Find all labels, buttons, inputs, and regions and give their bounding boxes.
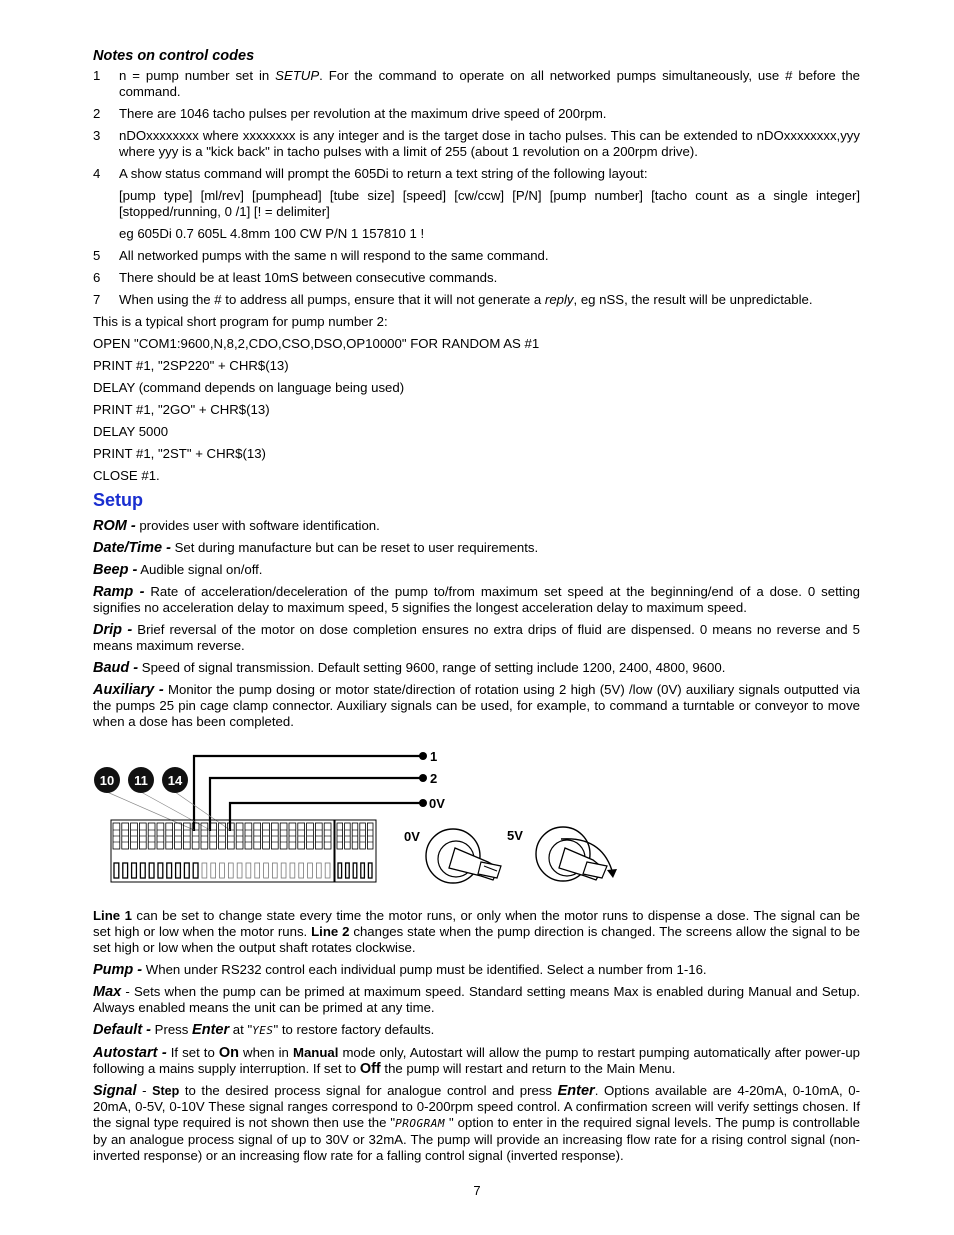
autostart-text-1: If set to bbox=[166, 1045, 219, 1060]
program-line-7: CLOSE #1. bbox=[93, 468, 160, 483]
line2-text: changes state when the pump direction is changed. The screens allow the signal to be set high or low when the output shaft rotates clockwise. bbox=[93, 924, 860, 955]
default-term: Default - bbox=[93, 1022, 151, 1038]
switch-label-5v: 5V bbox=[507, 828, 523, 843]
auxiliary-term: Auxiliary - bbox=[93, 682, 164, 698]
baud-term: Baud - bbox=[93, 660, 139, 676]
note-item-3 bbox=[93, 128, 860, 160]
default-text-2: at " bbox=[229, 1022, 253, 1037]
note-text: There are 1046 tacho pulses per revolution at the maximum drive speed of 200rpm. bbox=[119, 106, 607, 121]
terminal-badge-10: 10 bbox=[99, 773, 115, 788]
drip-term: Drip - bbox=[93, 622, 133, 638]
signal-text-2: . Options available are 4-20mA, 0-10mA, 0-20mA, 0-5V, 0-10V These signal ranges correspond to 0-200rpm speed control. A confirmation screen will verify settings chosen. If the signal type required is not shown then use the " bbox=[93, 1083, 860, 1130]
output-label-0v: 0V bbox=[429, 796, 445, 811]
auxiliary-paragraph bbox=[93, 682, 860, 730]
switch-label-0v: 0V bbox=[404, 829, 420, 844]
note-text bbox=[119, 68, 860, 100]
program-line-5: DELAY 5000 bbox=[93, 424, 169, 439]
autostart-paragraph bbox=[93, 1045, 860, 1077]
note-item-2 bbox=[93, 106, 860, 122]
program-intro: This is a typical short program for pump number 2: bbox=[93, 314, 388, 329]
datetime-paragraph bbox=[93, 540, 860, 556]
lcd-yes-text: YES bbox=[252, 1024, 274, 1037]
note-item-1 bbox=[93, 68, 860, 100]
max-text: - Sets when the pump can be primed at maximum speed. Standard setting means Max is enabled during Manual and Setup. Always enabled means the unit can be primed at any time. bbox=[93, 984, 860, 1015]
note-number: 2 bbox=[93, 106, 101, 121]
note-text-part: , eg nSS, the result will be unpredictable. bbox=[573, 292, 813, 307]
note-number: 6 bbox=[93, 270, 101, 285]
program-line-1: OPEN "COM1:9600,N,8,2,CDO,CSO,DSO,OP10000" FOR RANDOM AS #1 bbox=[93, 336, 540, 351]
status-layout-text: [pump type] [ml/rev] [pumphead] [tube size] [speed] [cw/ccw] [P/N] [pump number] [tacho count as a single integer] [stopped/running, 0 /1] [! = delimiter] bbox=[119, 188, 860, 219]
rom-text: provides user with software identification. bbox=[135, 518, 380, 533]
on-label: On bbox=[218, 1045, 239, 1061]
note-text: A show status command will prompt the 605Di to return a text string of the following layout: bbox=[119, 166, 648, 181]
datetime-term: Date/Time - bbox=[93, 540, 171, 556]
note-number: 7 bbox=[93, 292, 101, 307]
rom-paragraph bbox=[93, 518, 860, 534]
max-term: Max bbox=[93, 984, 122, 1000]
signal-text-1: to the desired process signal for analogue control and press bbox=[179, 1083, 558, 1098]
autostart-text-3: mode only, Autostart will allow the pump to restart pumping automatically after power-up following a mains supply interruption. If set to bbox=[93, 1045, 860, 1076]
ramp-text: Rate of acceleration/deceleration of the pump to/from maximum set speed at the beginning/end of a dose. 0 setting signifies no acceleration delay to maximum speed, 5 signifies the longest acceleration delay to maximum speed. bbox=[93, 584, 860, 615]
ramp-paragraph bbox=[93, 584, 860, 616]
terminal-block-25pin bbox=[111, 820, 334, 882]
autostart-text-2: when in bbox=[238, 1045, 293, 1060]
datetime-text: Set during manufacture but can be reset to user requirements. bbox=[170, 540, 539, 555]
notes-heading: Notes on control codes bbox=[93, 48, 255, 64]
program-line-4: PRINT #1, "2GO" + CHR$(13) bbox=[93, 402, 270, 417]
signal-term: Signal bbox=[93, 1083, 137, 1099]
default-text-1: Press bbox=[151, 1022, 193, 1037]
baud-paragraph bbox=[93, 660, 860, 676]
ramp-term: Ramp - bbox=[93, 584, 145, 600]
note-item-5 bbox=[93, 248, 860, 264]
terminal-block-small bbox=[335, 820, 376, 882]
line1-text: can be set to change state every time the motor runs, or only when the motor runs to dispense a dose. The signal can be set high or low when the motor runs. bbox=[93, 908, 861, 939]
program-line-6: PRINT #1, "2ST" + CHR$(13) bbox=[93, 446, 266, 461]
note-number: 5 bbox=[93, 248, 101, 263]
drip-paragraph bbox=[93, 622, 860, 654]
note-item-4 bbox=[93, 166, 860, 182]
switch-5v-icon bbox=[507, 827, 617, 881]
line2-term: Line 2 bbox=[311, 924, 350, 939]
autostart-text-4: the pump will restart and return to the Main Menu. bbox=[380, 1061, 676, 1076]
default-paragraph bbox=[93, 1022, 860, 1039]
off-label: Off bbox=[359, 1061, 381, 1077]
note-text: nDOxxxxxxxx where xxxxxxxx is any integer and is the target dose in tacho pulses. This can be extended to nDOxxxxxxxx,yyy where yyy is a "kick back" in tacho pulses with a limit of 255 (about 1 revolution on a 200rpm drive). bbox=[119, 128, 860, 159]
note-text-part: . For the command to operate on all networked pumps simultaneously, use # before the command. bbox=[119, 68, 861, 99]
note-number: 3 bbox=[93, 128, 101, 143]
output-label-2: 2 bbox=[430, 771, 438, 786]
setup-heading: Setup bbox=[93, 490, 144, 510]
line-description-paragraph bbox=[93, 908, 860, 956]
note-text: All networked pumps with the same n will respond to the same command. bbox=[119, 248, 549, 263]
beep-paragraph bbox=[93, 562, 860, 578]
program-line-3: DELAY (command depends on language being used) bbox=[93, 380, 405, 395]
rom-term: ROM - bbox=[93, 518, 136, 534]
terminal-badge-14: 14 bbox=[167, 773, 183, 788]
manual-label: Manual bbox=[292, 1045, 339, 1060]
autostart-term: Autostart - bbox=[93, 1045, 167, 1061]
program-line-2: PRINT #1, "2SP220" + CHR$(13) bbox=[93, 358, 289, 373]
auxiliary-text: Monitor the pump dosing or motor state/direction of rotation using 2 high (5V) /low (0V) auxiliary signals outputted via the pumps 25 pin cage clamp connector. Auxiliary signals can be used, for example, to command a turntable or conveyor to move when a dose has been completed. bbox=[93, 682, 861, 729]
signal-text-3: " option to enter in the required signal levels. The pump is controllable by an analogue process signal of up to 30V or 32mA. The pump will provide an increasing flow rate for a rising control signal (non-inverted response) or an increasing flow rate for a falling control signal (inverted response). bbox=[93, 1115, 860, 1163]
note-text bbox=[119, 292, 860, 308]
switch-0v-icon bbox=[404, 829, 501, 883]
note-number: 4 bbox=[93, 166, 101, 181]
pump-paragraph bbox=[93, 962, 860, 978]
note-number: 1 bbox=[93, 68, 101, 83]
beep-term: Beep - bbox=[93, 562, 138, 578]
connector-diagram bbox=[93, 744, 860, 894]
note-text: There should be at least 10mS between consecutive commands. bbox=[119, 270, 498, 285]
pump-text: When under RS232 control each individual pump must be identified. Select a number from 1-16. bbox=[142, 962, 707, 977]
output-label-1: 1 bbox=[430, 749, 438, 764]
terminal-badge-11: 11 bbox=[134, 773, 148, 788]
beep-text: Audible signal on/off. bbox=[137, 562, 263, 577]
note-item-6 bbox=[93, 270, 860, 286]
enter-key-label: Enter bbox=[557, 1083, 595, 1099]
step-label: Step bbox=[152, 1084, 180, 1098]
signal-paragraph bbox=[93, 1083, 860, 1164]
note-emphasis: SETUP bbox=[275, 68, 320, 83]
lcd-program-text: PROGRAM bbox=[395, 1117, 445, 1130]
page-content bbox=[93, 48, 860, 1170]
note-text-part: n = pump number set in bbox=[119, 68, 276, 83]
note-text-part: When using the # to address all pumps, ensure that it will not generate a bbox=[119, 292, 545, 307]
note-item-7 bbox=[93, 292, 860, 308]
max-paragraph bbox=[93, 984, 860, 1016]
default-text-3: " to restore factory defaults. bbox=[273, 1022, 435, 1037]
note-emphasis: reply bbox=[544, 292, 574, 307]
drip-text: Brief reversal of the motor on dose completion ensures no extra drips of fluid are dispensed. 0 means no reverse and 5 means maximum reverse. bbox=[93, 622, 860, 653]
page-number: 7 bbox=[473, 1183, 481, 1198]
auxiliary-connector-figure bbox=[93, 744, 860, 894]
pump-term: Pump - bbox=[93, 962, 143, 978]
signal-dash: - bbox=[136, 1083, 153, 1098]
status-example-text: eg 605Di 0.7 605L 4.8mm 100 CW P/N 1 157810 1 ! bbox=[119, 226, 425, 241]
baud-text: Speed of signal transmission. Default setting 9600, range of setting include 1200, 2400, 4800, 9600. bbox=[138, 660, 726, 675]
enter-key-label: Enter bbox=[192, 1022, 230, 1038]
line1-term: Line 1 bbox=[93, 908, 132, 923]
